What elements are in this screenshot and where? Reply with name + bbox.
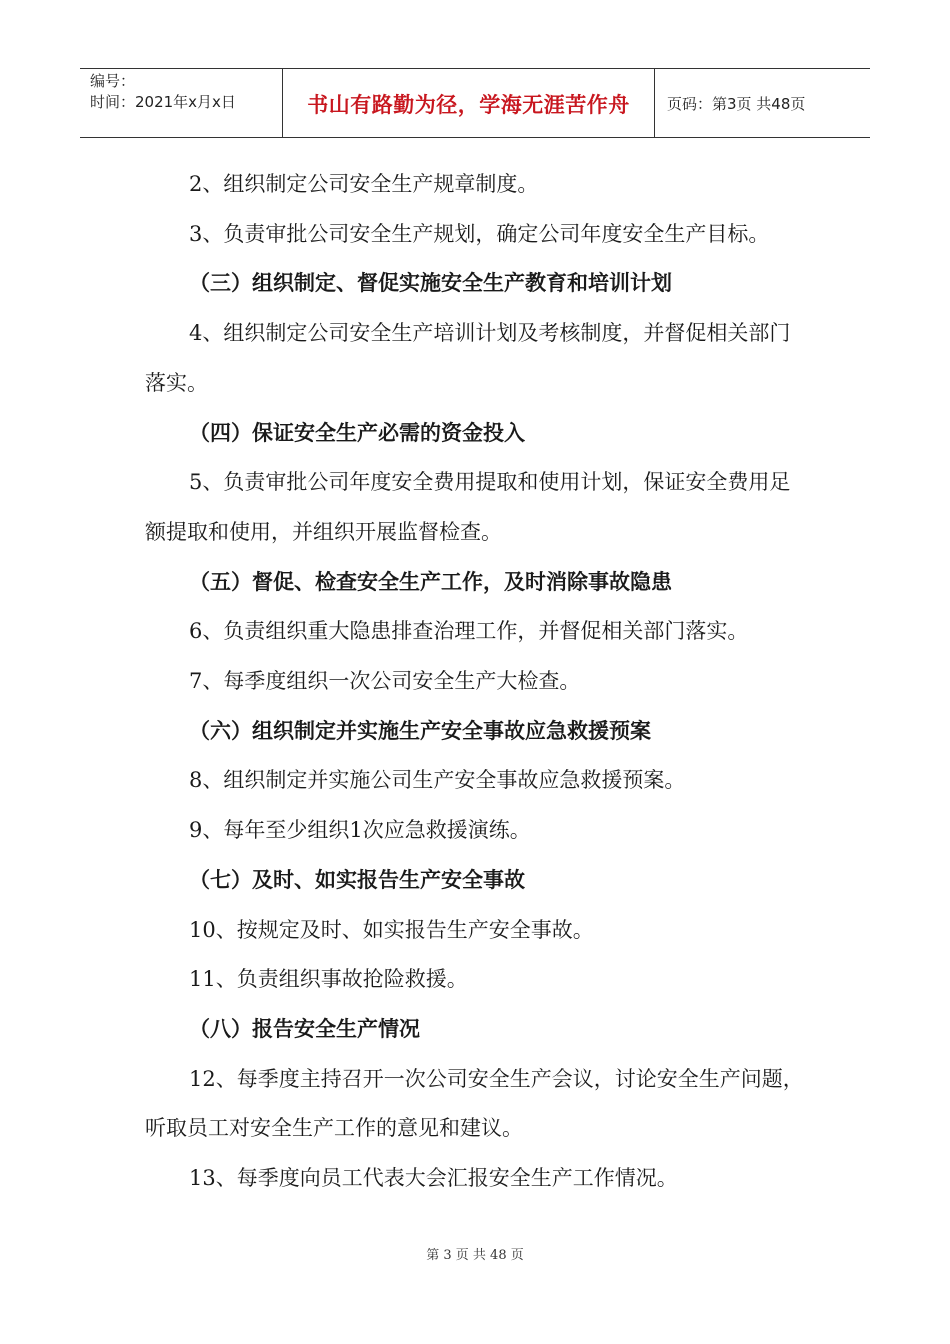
paragraph-item-7: 7、每季度组织一次公司安全生产大检查。: [189, 669, 581, 694]
header-meta: [80, 69, 283, 137]
section-heading-4: （四）保证安全生产必需的资金投入: [189, 420, 525, 445]
document-body: [145, 160, 810, 1204]
document-time-label: 时间：2021年x月x日: [90, 93, 236, 111]
document-number-label: 编号：: [90, 72, 136, 90]
section-heading-8: （八）报告安全生产情况: [189, 1016, 420, 1041]
page-header: [80, 68, 870, 138]
section-heading-5: （五）督促、检查安全生产工作，及时消除事故隐患: [189, 569, 672, 594]
paragraph-item-9: 9、每年至少组织1次应急救援演练。: [189, 818, 531, 843]
paragraph-item-13: 13、每季度向员工代表大会汇报安全生产工作情况。: [189, 1166, 678, 1191]
page-footer: 第 3 页 共 48 页: [426, 1248, 524, 1263]
section-heading-3: （三）组织制定、督促实施安全生产教育和培训计划: [189, 271, 672, 296]
paragraph-item-3: 3、负责审批公司安全生产规划，确定公司年度安全生产目标。: [189, 221, 770, 246]
paragraph-item-6: 6、负责组织重大隐患排查治理工作，并督促相关部门落实。: [189, 619, 749, 644]
paragraph-item-8: 8、组织制定并实施公司生产安全事故应急救援预案。: [189, 768, 686, 793]
paragraph-item-10: 10、按规定及时、如实报告生产安全事故。: [189, 917, 594, 942]
header-page-number: 页码：第3页 共48页: [667, 94, 806, 113]
paragraph-item-2: 2、组织制定公司安全生产规章制度。: [189, 172, 539, 196]
paragraph-item-5: 5、负责审批公司年度安全费用提取和使用计划，保证安全费用足额提取和使用，并组织开展监督检查。: [145, 470, 791, 544]
paragraph-item-4: 4、组织制定公司安全生产培训计划及考核制度，并督促相关部门落实。: [145, 321, 791, 395]
paragraph-item-11: 11、负责组织事故抢险救援。: [189, 967, 468, 992]
section-heading-6: （六）组织制定并实施生产安全事故应急救援预案: [189, 718, 651, 743]
paragraph-item-12: 12、每季度主持召开一次公司安全生产会议，讨论安全生产问题，听取员工对安全生产工作的意见和建议。: [145, 1066, 804, 1141]
section-heading-7: （七）及时、如实报告生产安全事故: [189, 867, 525, 892]
header-motto: 书山有路勤为径，学海无涯苦作舟: [283, 69, 655, 137]
